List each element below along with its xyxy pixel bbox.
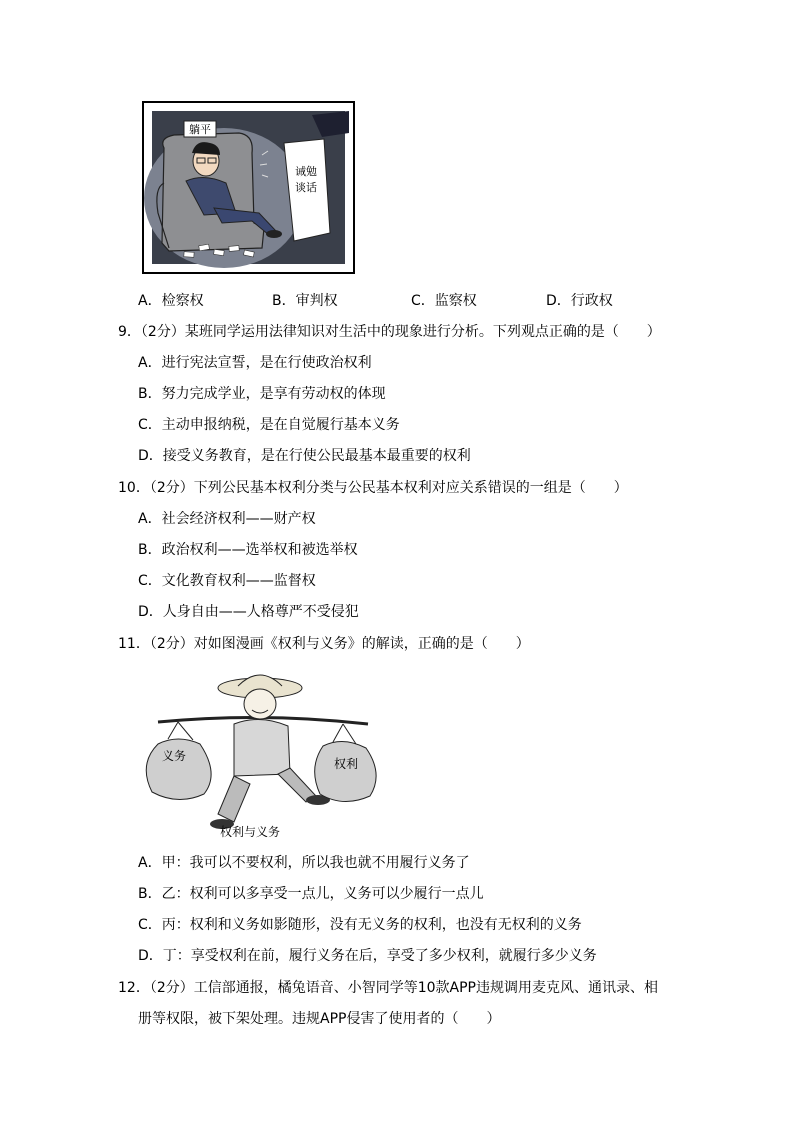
q10-stem: 10．（2分）下列公民基本权利分类与公民基本权利对应关系错误的一组是（ ） <box>118 480 628 496</box>
q10-option-b[interactable]: B．政治权利——选举权和被选举权 <box>138 542 358 558</box>
q12-stem-line1: 12．（2分）工信部通报，橘兔语音、小智同学等10款APP违规调用麦克风、通讯录、相 <box>118 980 658 996</box>
chair-sign: 躺平 <box>189 123 211 136</box>
q10-option-a[interactable]: A．社会经济权利——财产权 <box>138 511 316 527</box>
q9-option-c[interactable]: C．主动申报纳税，是在自觉履行基本义务 <box>138 417 400 433</box>
q8-option-d[interactable]: D．行政权 <box>546 293 613 309</box>
q9-option-a[interactable]: A．进行宪法宣誓，是在行使政治权利 <box>138 355 372 371</box>
paper-text-2: 谈话 <box>295 181 317 194</box>
cartoon-lying-flat <box>142 101 355 274</box>
q12-stem-line2: 册等权限，被下架处理。违规APP侵害了使用者的（ ） <box>138 1011 501 1027</box>
bag-duty-label: 义务 <box>161 749 187 763</box>
q9-option-b[interactable]: B．努力完成学业，是享有劳动权的体现 <box>138 386 386 402</box>
q11-option-c[interactable]: C．丙：权利和义务如影随形，没有无义务的权利，也没有无权利的义务 <box>138 917 582 933</box>
bag-right-label: 权利 <box>333 757 359 771</box>
paper-text-1: 诫勉 <box>295 165 317 178</box>
q10-option-c[interactable]: C．文化教育权利——监督权 <box>138 573 316 589</box>
q10-option-d[interactable]: D．人身自由——人格尊严不受侵犯 <box>138 604 359 620</box>
q9-stem: 9．（2分）某班同学运用法律知识对生活中的现象进行分析。下列观点正确的是（ ） <box>118 324 661 340</box>
q11-option-b[interactable]: B．乙：权利可以多享受一点儿，义务可以少履行一点儿 <box>138 886 484 902</box>
q8-option-b[interactable]: B．审判权 <box>272 293 338 309</box>
cartoon-caption: 权利与义务 <box>219 825 281 839</box>
q9-option-d[interactable]: D．接受义务教育，是在行使公民最基本最重要的权利 <box>138 448 471 464</box>
q8-option-c[interactable]: C．监察权 <box>411 293 477 309</box>
q11-option-a[interactable]: A．甲：我可以不要权利，所以我也就不用履行义务了 <box>138 855 470 871</box>
q8-option-a[interactable]: A．检察权 <box>138 293 204 309</box>
q11-stem: 11．（2分）对如图漫画《权利与义务》的解读，正确的是（ ） <box>118 636 530 652</box>
cartoon-rights-duties <box>138 664 388 844</box>
q11-option-d[interactable]: D．丁：享受权利在前，履行义务在后，享受了多少权利，就履行多少义务 <box>138 948 597 964</box>
